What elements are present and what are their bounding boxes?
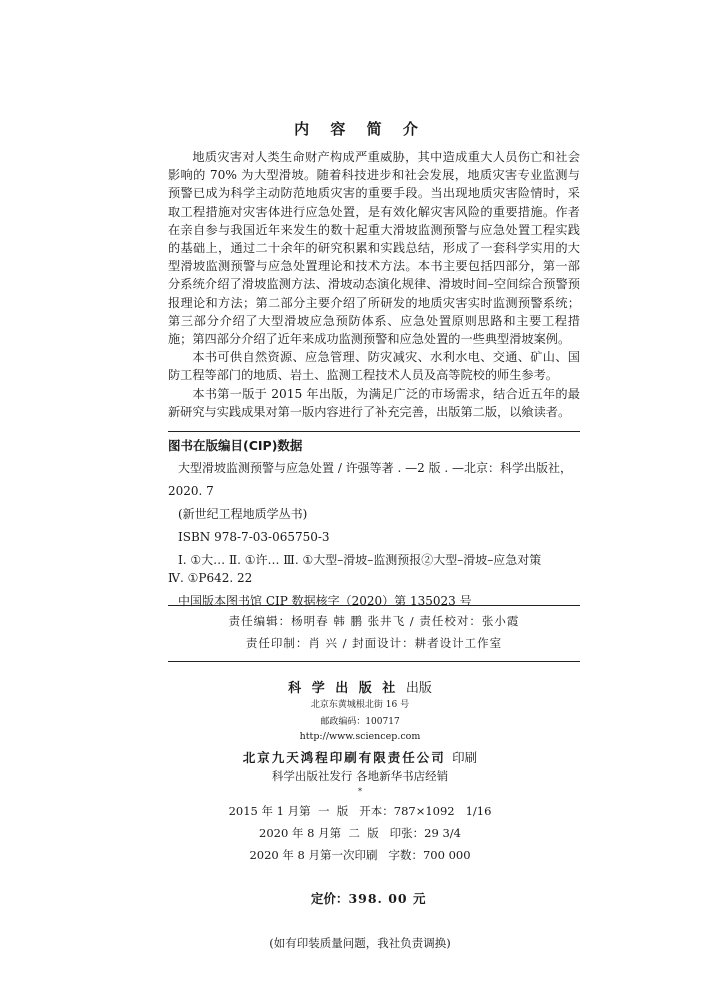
quality-notice: (如有印装质量问题，我社负责调换) — [269, 936, 451, 950]
printing-info: 2020 年 8 月第一次印刷 字数：700 000 — [249, 848, 471, 862]
cip-number: 中国版本图书馆 CIP 数据核字（2020）第 135023 号 — [178, 594, 472, 608]
publisher-website: http://www.sciencep.com — [299, 731, 421, 742]
edition-second: 2020 年 8 月第 二 版 印张：29 3/4 — [259, 826, 461, 840]
publisher-suffix: 出版 — [405, 681, 432, 696]
printer-suffix: 印刷 — [452, 750, 478, 765]
credits-production: 责任印制：肖 兴 / 封面设计：耕者设计工作室 — [245, 636, 503, 650]
summary-paragraph-2: 本书可供自然资源、应急管理、防灾减灾、水利水电、交通、矿山、国防工程等部门的地质、岩土、监测工程技术人员及高等院校的师生参考。 — [168, 350, 580, 383]
cip-isbn: ISBN 978-7-03-065750-3 — [178, 530, 330, 544]
printer-name: 北京九天鸿程印刷有限责任公司 — [242, 750, 446, 765]
cip-title-line: 大型滑坡监测预警与应急处置 / 许强等著 . —2 版 . —北京：科学出版社， — [178, 461, 573, 475]
price-label: 定价： — [310, 891, 349, 906]
cip-section — [168, 437, 580, 615]
publisher-address: 北京东黄城根北街 16 号 — [310, 700, 410, 710]
edition-specs — [0, 800, 720, 954]
page-title: 内 容 简 介 — [294, 120, 426, 138]
publisher-name: 科 学 出 版 社 — [288, 681, 399, 696]
publisher-postcode: 邮政编码：100717 — [320, 717, 400, 727]
edition-first: 2015 年 1 月第 一 版 开本：787×1092 1/16 — [228, 804, 492, 818]
cip-classification-2: Ⅳ. ①P642. 22 — [168, 571, 253, 585]
summary-paragraph-1: 地质灾害对人类生命财产构成严重威胁，其中造成重大人员伤亡和社会影响的 70% 为大型滑坡。随着科技进步和社会发展，地质灾害专业监测与预警已成为科学主动防范地质灾害的重要手段。当出现地质灾害险情时，采取工程措施对灾害体进行应急处置，是有效化解灾害风险的重要措施。作者在亲自参与我国近年来发生的数十起重大滑坡监测预警与应急处置工程实践的基础上，通过二十余年的研究积累和实践总结，形成了一套科学实用的大型滑坡监测预警与应急处置理论和技术方法。本书主要包括四部分，第一部分系统介绍了滑坡监测方法、滑坡动态演化规律、滑坡时间–空间综合预警预报理论和方法；第二部分主要介绍了所研发的地质灾害实时监测预警系统；第三部分介绍了大型滑坡应急预防体系、应急处置原则思路和主要工程措施；第四部分介绍了近年来成功监测预警和应急处置的一些典型滑坡案例。 — [168, 150, 580, 347]
credits-editors: 责任编辑：杨明春 韩 鹏 张井飞 / 责任校对：张小霞 — [228, 614, 520, 628]
publisher-line — [0, 677, 720, 696]
credits-section — [168, 610, 580, 654]
distribution-line: 科学出版社发行 各地新华书店经销 — [271, 769, 449, 783]
cip-classification-1: Ⅰ. ①大… Ⅱ. ①许… Ⅲ. ①大型–滑坡–监测预报②大型–滑坡–应急对策 — [178, 553, 542, 567]
price-value: 398. 00 元 — [348, 891, 427, 906]
asterisk-mark: * — [358, 787, 362, 796]
cip-heading: 图书在版编目(CIP)数据 — [168, 438, 303, 453]
summary-section — [168, 148, 580, 421]
cip-date-line: 2020. 7 — [168, 484, 214, 498]
credits-top-divider — [168, 605, 580, 606]
price-line — [0, 866, 720, 932]
cip-series: (新世纪工程地质学丛书) — [178, 507, 308, 521]
printer-line — [0, 748, 720, 766]
summary-paragraph-3: 本书第一版于 2015 年出版，为满足广泛的市场需求，结合近五年的最新研究与实践成果对第一版内容进行了补充完善，出版第二版，以飨读者。 — [168, 386, 580, 419]
cip-top-divider — [168, 431, 580, 432]
credits-bottom-divider — [168, 661, 580, 662]
